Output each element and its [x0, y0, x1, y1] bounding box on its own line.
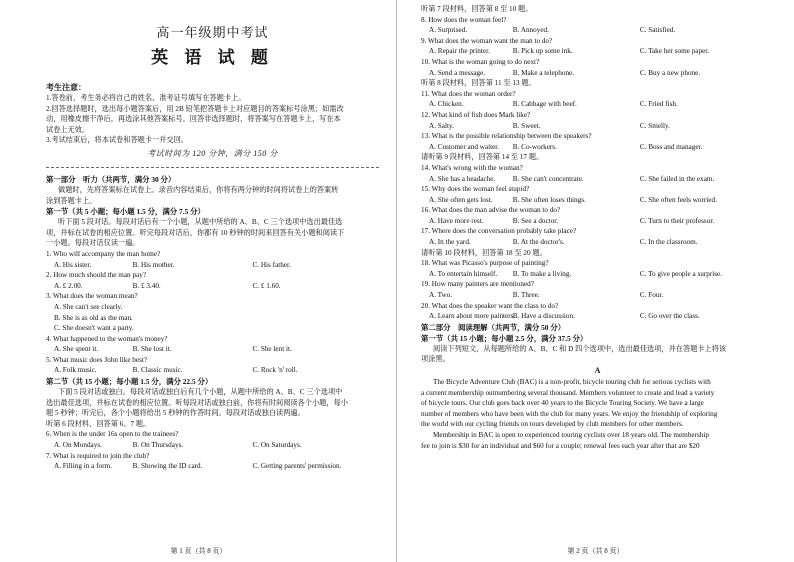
option-b: B. At the doctor's. — [512, 238, 565, 247]
option-c: C. In the classroom. — [639, 238, 698, 247]
option-b: B. Three. — [512, 291, 540, 300]
option-a: A. To entertain himself. — [429, 269, 498, 278]
options-2 — [46, 281, 379, 292]
section2-heading: 第二节（共 15 小题；每小题 1.5 分，满分 22.5 分） — [46, 377, 213, 387]
option-b: B. Sweet. — [512, 121, 541, 130]
notice-heading: 考生注意： — [46, 83, 86, 92]
section1-intro: 一小题。每段对话仅读一遍。 — [46, 239, 140, 248]
question-14: 14. What's wrong with the woman? — [421, 163, 523, 172]
part2-heading: 第二部分 阅读理解（共两节，满分 50 分） — [421, 322, 566, 332]
question-19: 19. How many painters are mentioned? — [421, 280, 534, 289]
part2-intro: 项涂黑。 — [421, 355, 450, 364]
option-a: A. In the yard. — [429, 238, 471, 247]
option-b: B. On Thursdays. — [132, 441, 184, 450]
option-b: B. £ 3.40. — [132, 281, 161, 290]
option-a: A. She has a headache. — [429, 174, 496, 183]
option-b: B. She can't concentrate. — [512, 174, 584, 183]
option-b: B. Make a telephone. — [512, 68, 575, 77]
option-c: C. Smelly. — [639, 121, 670, 130]
option-c: C. Buy a new phone. — [639, 68, 701, 77]
passage-line: number of members who have been with the club for many years. We enjoy the friendship of exploring — [421, 409, 718, 418]
passage-line: the world with our cycling friends on tours developed by club members for other members. — [421, 420, 684, 429]
section1-intro: 听下面 5 段对话。每段对话后有一个小题，从题中所给的 A、B、C 三个选项中选出最佳选 — [58, 218, 343, 227]
part2-section1-heading: 第一节（共 15 小题；每小题 2.5 分，满分 37.5 分） — [421, 333, 588, 343]
listening-intro-11: 听第 8 段材料，回答第 11 至 13 题。 — [421, 79, 536, 88]
passage-label: A — [594, 366, 601, 375]
option-c: C. Go over the class. — [639, 312, 700, 321]
question-7: 7. What is required to join the club? — [46, 451, 150, 460]
option-a: A. Chicken. — [429, 100, 464, 109]
option-b: B. She often loses things. — [512, 195, 586, 204]
option-b: B. His mother. — [132, 260, 175, 269]
options-20 — [421, 311, 774, 322]
options-15 — [421, 195, 774, 206]
listening-intro-18: 请听第 10 段材料，回答第 18 至 20 题。 — [421, 248, 547, 257]
options-4 — [46, 344, 379, 355]
section2-intro: 题 5 秒钟；听完后，各个小题将给出 5 秒钟的作答时间。每段对话或独白读两遍。 — [46, 409, 305, 418]
option-c: C. £ 1.60. — [252, 281, 281, 290]
exam-time: 考试时间为 120 分钟，满分 150 分 — [147, 148, 278, 158]
options-14 — [421, 174, 774, 185]
section1-heading: 第一节（共 5 小题；每小题 1.5 分，满分 7.5 分） — [46, 207, 205, 217]
option-a: A. Have more rest. — [429, 216, 484, 225]
part1-intro: 涂到答题卡上。 — [46, 196, 97, 205]
divider-rule — [46, 167, 379, 168]
question-17: 17. Where does the conversation probably take place? — [421, 227, 577, 236]
option-c: C. She lent it. — [252, 345, 292, 354]
section2-intro: 下面 5 段对话或独白。每段对话或独白后有几个小题，从题中所给的 A、B、C 三个选项中 — [58, 388, 343, 397]
option-a: A. Folk music. — [54, 366, 97, 375]
option-c: C. Getting parents' permission. — [252, 462, 342, 471]
page-footer-right: 第 2 页（共 8 页） — [567, 547, 624, 555]
options-7 — [46, 461, 379, 472]
option-b: B. Showing the ID card. — [132, 462, 203, 471]
option-c: C. Take her some paper. — [639, 47, 710, 56]
options-17 — [421, 237, 774, 248]
option-a: A. Learn about more painters. — [429, 312, 516, 321]
section1-intro: 项，并标在试卷的相应位置。听完每段对话后，你都有 10 秒钟的时间来回答有关小题和阅读下 — [46, 228, 345, 237]
options-10 — [421, 68, 774, 79]
part2-intro: 阅读下列短文，从每题所给的 A、B、C 和 D 四个选项中，选出最佳选项，并在答题卡上将该 — [433, 344, 727, 353]
exam-subject: 英 语 试 题 — [151, 48, 274, 67]
option-b: B. Have a discussion. — [512, 312, 575, 321]
option-a: A. She can't see clearly. — [54, 302, 123, 311]
option-b: B. Cabbage with beef. — [512, 100, 577, 109]
option-a: A. She often gets lost. — [429, 195, 493, 204]
notice-line: 3.考试结束后，将本试卷和答题卡一并交回。 — [46, 136, 188, 145]
page-right — [397, 0, 794, 562]
options-8 — [421, 25, 774, 36]
option-b: B. Pick up some ink. — [512, 47, 573, 56]
listening-intro-8: 听第 7 段材料，回答第 8 至 10 题。 — [421, 5, 533, 13]
options-6 — [46, 440, 379, 451]
question-5: 5. What music does John like best? — [46, 355, 148, 364]
option-b: B. To make a living. — [512, 269, 572, 278]
option-c: C. Fried fish. — [639, 100, 678, 109]
option-c: C. On Saturdays. — [252, 441, 302, 450]
option-c: C. She often feels worried. — [639, 195, 717, 204]
option-a: A. Customer and waiter. — [429, 142, 500, 151]
section2-intro: 选出最佳选项，并标在试卷的相应位置。听每段对话或独白前，你将有时间阅读各个小题，每小 — [46, 398, 348, 407]
option-b: B. Classic music. — [132, 366, 183, 375]
options-1 — [46, 260, 379, 271]
option-c: C. His father. — [252, 260, 291, 269]
option-a: A. She spent it. — [54, 345, 99, 354]
question-11: 11. What does the woman order? — [421, 89, 516, 98]
options-16 — [421, 216, 774, 227]
passage-line: The Bicycle Adventure Club (BAC) is a non-profit, bicycle touring club for serious cyclists with — [433, 378, 711, 386]
options-19 — [421, 290, 774, 301]
option-c: C. She doesn't want a party. — [54, 324, 134, 333]
question-9: 9. What does the woman want the man to do? — [421, 36, 553, 45]
question-8: 8. How does the woman feel? — [421, 15, 507, 24]
passage-line: a current membership outnumbering several thousand. Members volunteer to create and lead a variety — [421, 388, 715, 397]
option-a: A. On Mondays. — [54, 441, 102, 450]
passage-line: fee to join is $30 for an individual and $60 for a couple; renewal fees each year after that are $20 — [421, 441, 700, 450]
option-b: B. She is as old as the man. — [54, 313, 133, 322]
options-11 — [421, 99, 774, 110]
passage-line: Membership in BAC is open to experienced touring cyclists over 18 years old. The membership — [433, 430, 709, 439]
exam-title: 高一年级期中考试 — [156, 25, 269, 40]
notice-line: 1.答卷前，考生务必将自己的姓名、准考证号填写在答题卡上。 — [46, 94, 246, 102]
option-b: B. She lost it. — [132, 345, 172, 354]
options-13 — [421, 142, 774, 153]
question-2: 2. How much should the man pay? — [46, 271, 147, 280]
options-12 — [421, 121, 774, 132]
option-a: A. Filling in a form. — [54, 462, 112, 471]
option-c: C. Turn to their professor. — [639, 216, 715, 225]
section2-intro: 听第 6 段材料，回答第 6、7 题。 — [46, 419, 151, 428]
question-16: 16. What does the man advise the woman to do? — [421, 206, 561, 215]
option-b: B. Co-workers. — [512, 142, 557, 151]
question-1: 1. Who will accompany the man home? — [46, 249, 161, 258]
options-9 — [421, 46, 774, 57]
question-13: 13. What is the possible relationship between the speakers? — [421, 132, 592, 141]
notice-line: 2.回答选择题时，选出每小题答案后，用 2B 铅笔把答题卡上对应题目的答案标号涂黑；如需改 — [46, 104, 344, 113]
options-5 — [46, 365, 379, 376]
listening-intro-14: 请听第 9 段材料，回答第 14 至 17 题。 — [421, 153, 544, 162]
option-a: A. Salty. — [429, 121, 454, 130]
passage-line: of bicycle tours. Our club goes back over 40 years to the Bicycle Touring Society. We have a large — [421, 399, 704, 408]
option-a: A. Repair the printer. — [429, 47, 490, 56]
option-c: C. Satisfied. — [639, 26, 676, 35]
option-a: A. Two. — [429, 291, 453, 300]
page-footer-left: 第 1 页（共 8 页） — [170, 547, 227, 555]
option-c: C. She failed in the exam. — [639, 174, 715, 183]
question-18: 18. What was Picasso's purpose of painting? — [421, 259, 549, 268]
notice-line: 试卷上无效。 — [46, 125, 90, 134]
option-c: C. Boss and manager. — [639, 142, 703, 151]
question-6: 6. When is the under 16s open to the trainees? — [46, 430, 179, 439]
option-a: A. £ 2.00. — [54, 281, 83, 290]
option-a: A. Send a message. — [429, 68, 486, 77]
question-15: 15. Why does the woman feel stupid? — [421, 185, 530, 194]
part1-heading: 第一部分 听力（共两节，满分 30 分） — [46, 174, 176, 184]
option-b: B. See a doctor. — [512, 216, 559, 225]
question-20: 20. What does the speaker want the class to do? — [421, 301, 559, 310]
option-a: A. Surprised. — [429, 26, 468, 35]
part1-intro: 做题时，先将答案标在试卷上。录音内容结束后，你将有两分钟的时间将试卷上的答案转 — [58, 185, 339, 194]
option-a: A. His sister. — [54, 260, 92, 269]
option-c: C. Rock 'n' roll. — [252, 366, 298, 375]
option-c: C. To give people a surprise. — [639, 269, 723, 278]
options-18 — [421, 269, 774, 280]
option-b: B. Annoyed. — [512, 26, 549, 35]
question-3: 3. What does the woman mean? — [46, 292, 138, 301]
question-12: 12. What kind of fish does Mark like? — [421, 110, 531, 119]
question-4: 4. What happened to the woman's money? — [46, 334, 168, 343]
question-10: 10. What is the woman going to do next? — [421, 57, 540, 66]
option-c: C. Four. — [639, 291, 664, 300]
notice-line: 动，用橡皮擦干净后，再选涂其他答案标号。回答非选择题时，将答案写在答题卡上，写在本 — [46, 115, 341, 124]
